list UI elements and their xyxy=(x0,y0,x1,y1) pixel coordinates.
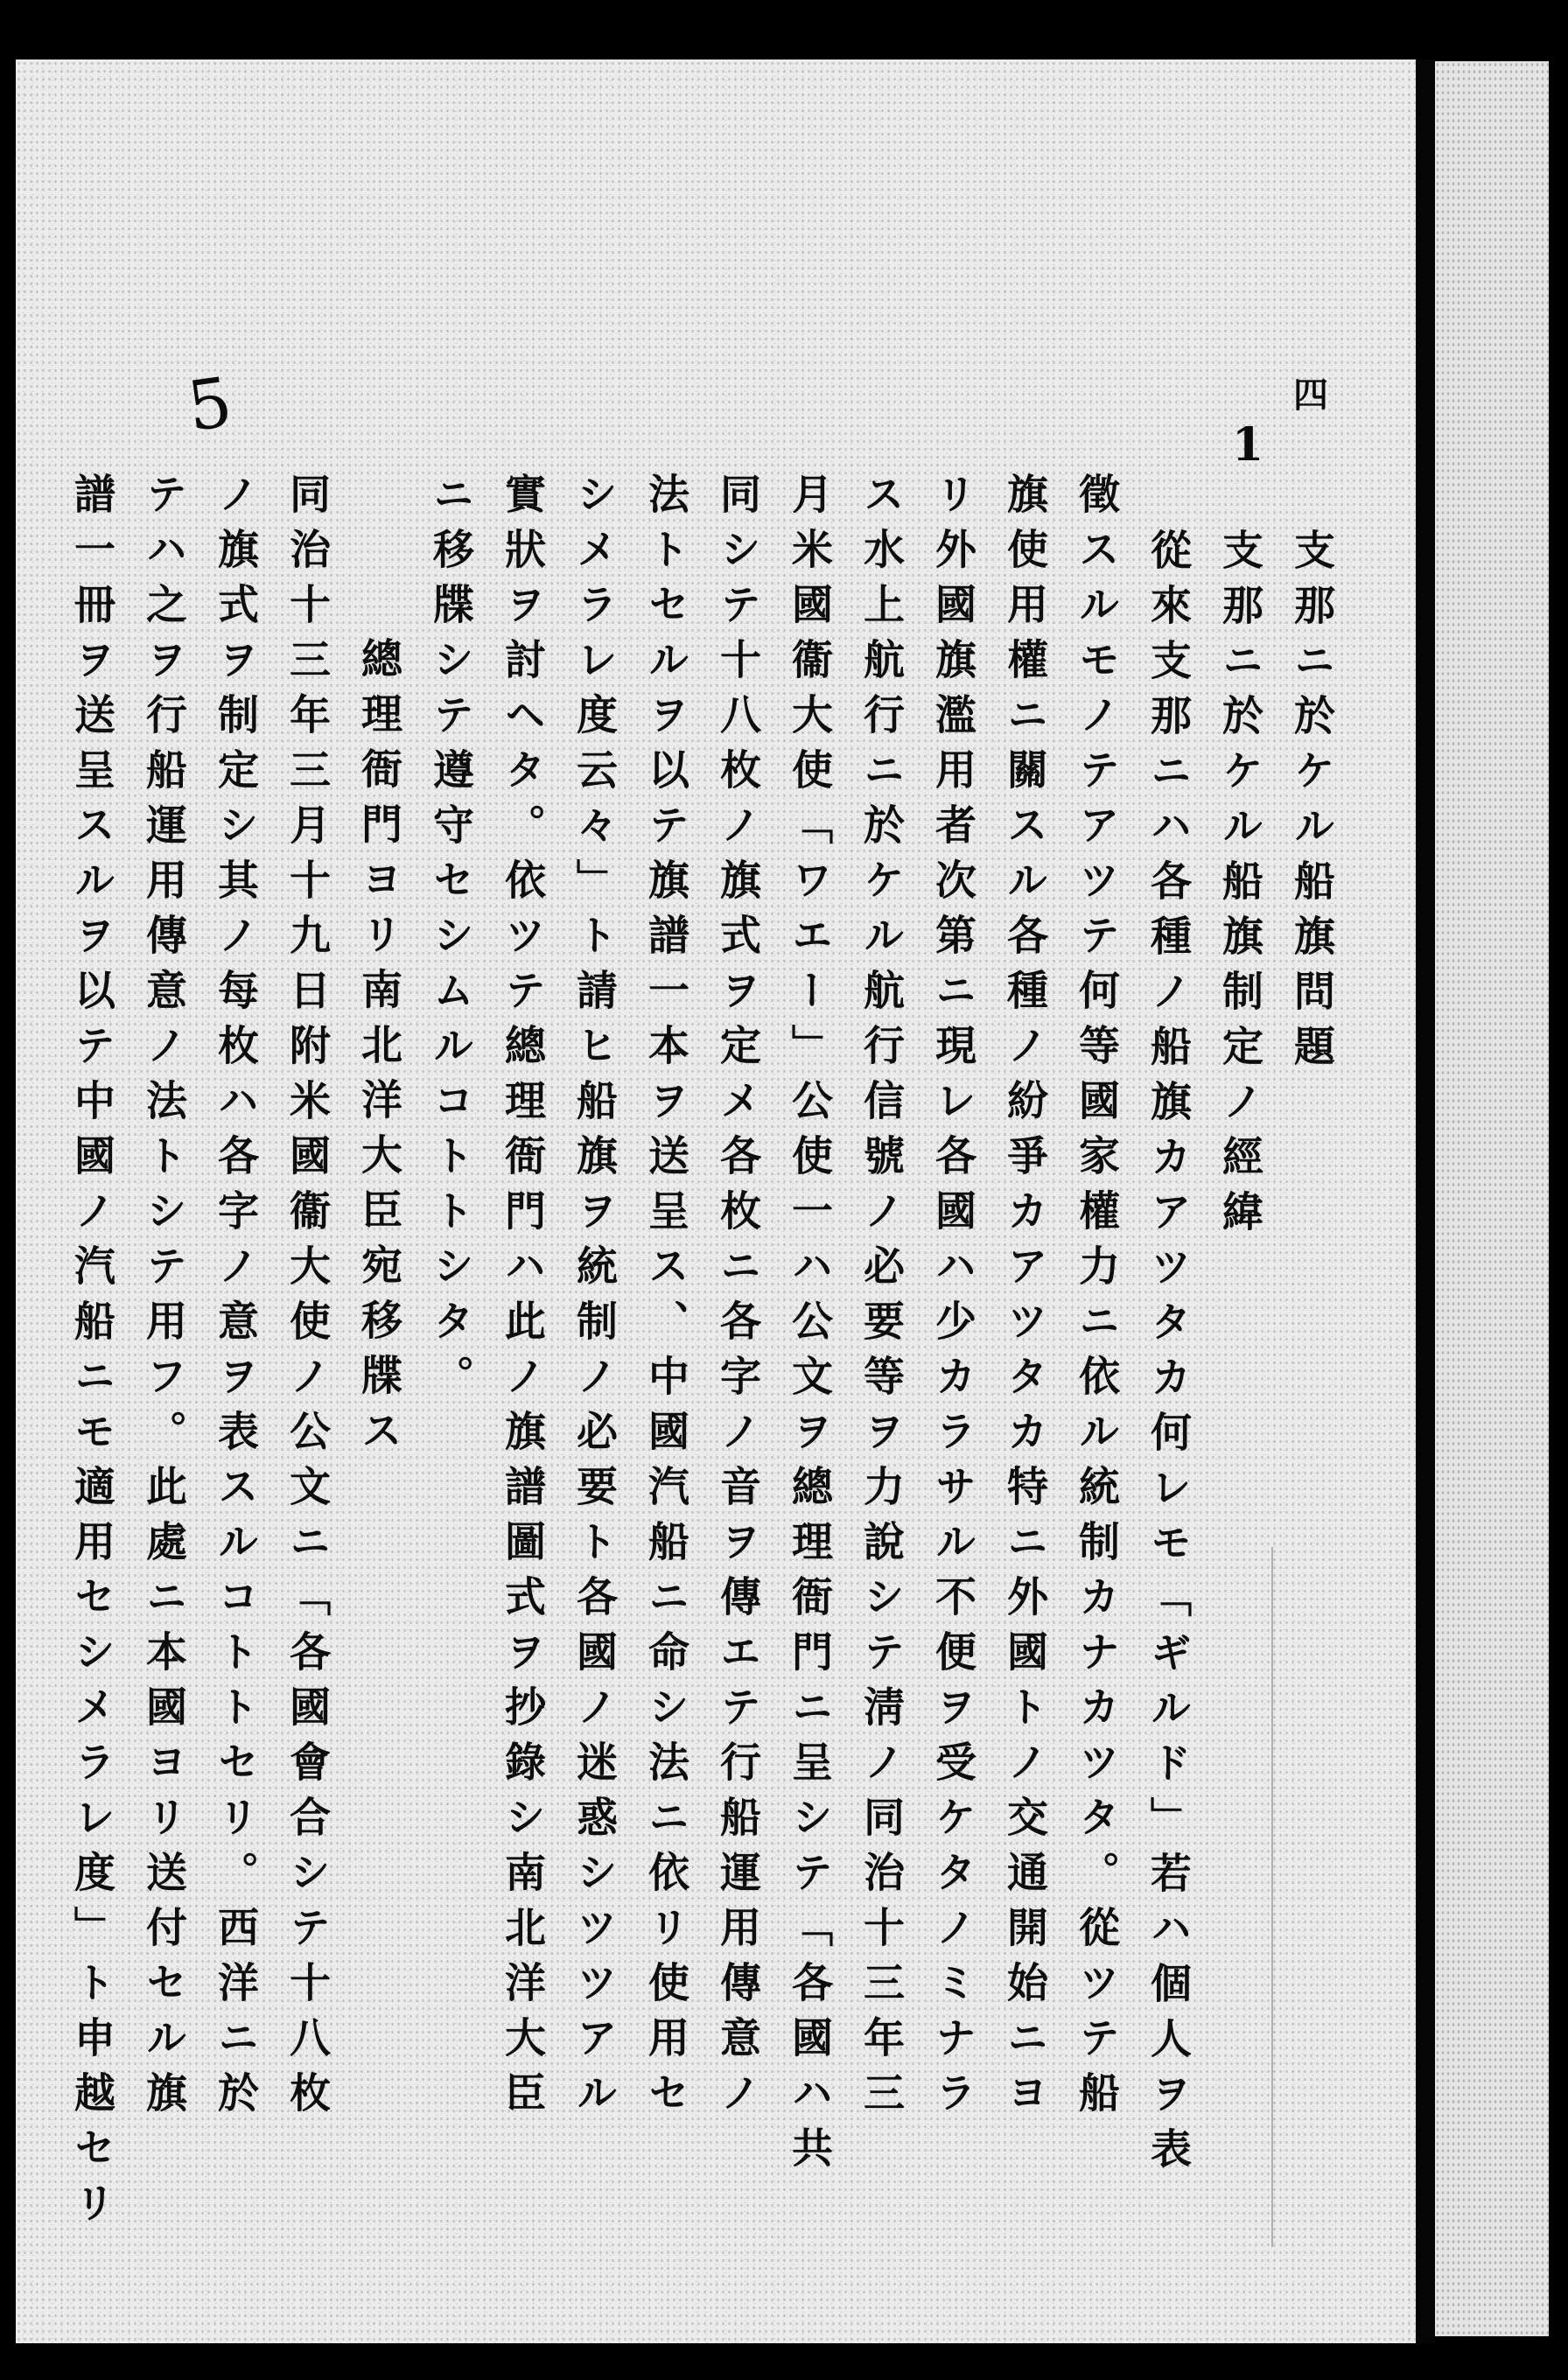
book-gutter xyxy=(1416,60,1435,2343)
quoted-document-title: 總理衙門ヨリ南北洋大臣宛移牒ス xyxy=(354,637,402,1464)
text-column: 實狀ヲ討ヘタ。依ツテ總理衙門ハ此ノ旗譜圖式ヲ抄錄シ南北洋大臣 xyxy=(498,472,546,2126)
text-column: 同シテ十八枚ノ旗式ヲ定メ各枚ニ各字ノ音ヲ傳エテ行船運用傳意ノ xyxy=(713,472,761,2126)
page-number: 四 xyxy=(1293,374,1328,416)
section-heading: 支那ニ於ケル船旗制定ノ經緯 xyxy=(1215,528,1264,1245)
note-number: 1 xyxy=(1232,418,1264,472)
text-column: ス水上航行ニ於ケル航行信號ノ必要等ヲ力說シテ淸ノ同治十三年三 xyxy=(857,472,905,2126)
text-column: リ外國旗濫用者次第ニ現レ各國ハ少カラサル不便ヲ受ケタノミナラ xyxy=(928,472,976,2126)
text-column: シメラレ度云々」ト請ヒ船旗ヲ統制ノ必要ト各國ノ迷惑シツツアル xyxy=(570,472,618,2126)
handwritten-mark: 5 xyxy=(182,362,237,448)
vertical-text-block xyxy=(40,472,1335,2300)
facing-page-edge xyxy=(1435,61,1549,2336)
text-column: 從來支那ニハ各種ノ船旗カアツタカ何レモ「ギルド」若ハ個人ヲ表 xyxy=(1144,528,1192,2182)
quoted-text-column: 譜一冊ヲ送呈スルヲ以テ中國ノ汽船ニモ適用セシメラレ度」ト申越セリ xyxy=(67,472,116,2236)
chapter-title: 支那ニ於ケル船旗問題 xyxy=(1287,528,1335,1080)
text-column: ニ移牒シテ遵守セシムルコトトシタ。 xyxy=(426,472,474,1410)
quoted-text-column: テハ之ヲ行船運用傳意ノ法トシテ用フ。此處ニ本國ヨリ送付セル旗 xyxy=(139,472,187,2126)
text-column: 徵スルモノテアツテ何等國家權力ニ依ル統制カナカツタ。從ツテ船 xyxy=(1072,472,1120,2126)
quoted-text-column: ノ旗式ヲ制定シ其ノ每枚ハ各字ノ意ヲ表スルコトトセリ。西洋ニ於 xyxy=(211,472,259,2126)
quoted-text-column: 同治十三年三月十九日附米國衞大使ノ公文ニ「各國會合シテ十八枚 xyxy=(283,472,331,2126)
text-column: 旗使用權ニ關スル各種ノ紛爭カアツタカ特ニ外國トノ交通開始ニヨ xyxy=(1000,472,1048,2126)
text-column: 月米國衞大使「ワエー」公使一ハ公文ヲ總理衙門ニ呈シテ「各國ハ共 xyxy=(785,472,833,2181)
text-column: 法トセルヲ以テ旗譜一本ヲ送呈ス、中國汽船ニ命シ法ニ依リ使用セ xyxy=(641,472,690,2126)
